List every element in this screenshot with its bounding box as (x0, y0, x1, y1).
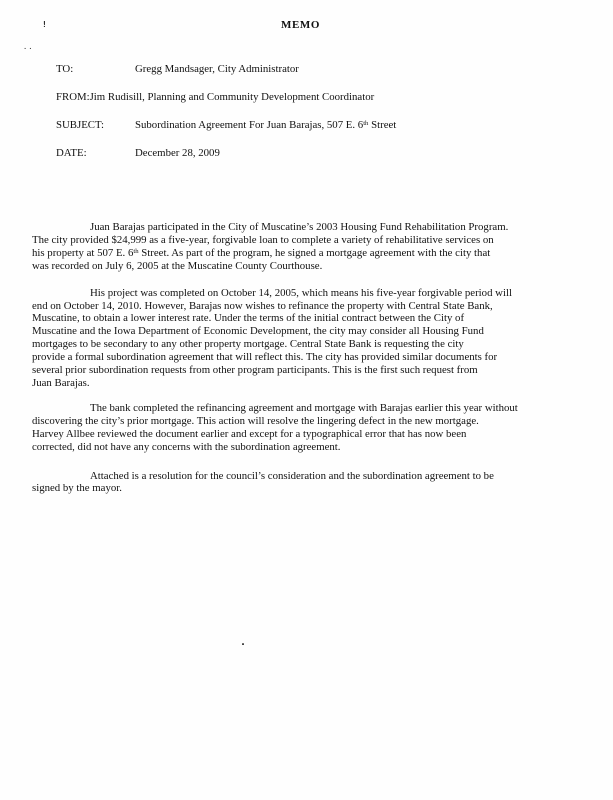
scan-artifact: .. (23, 43, 34, 51)
text-line: mortgages to be secondary to any other property mortgage. Central State Bank is requesting the city (32, 338, 464, 351)
text-line: Muscatine and the Iowa Department of Economic Development, the city may consider all Housing Fund (32, 325, 484, 338)
superscript-text: th (363, 120, 369, 128)
text-line: Attached is a resolution for the council’s consideration and the subordination agreement to be (90, 469, 494, 482)
text-line: was recorded on July 6, 2005 at the Muscatine County Courthouse. (32, 259, 323, 272)
memo-field-to-value: Gregg Mandsager, City Administrator (135, 63, 299, 75)
text-line: provide a formal subordination agreement that will reflect this. The city has provided similar documents for (32, 351, 498, 364)
text-line: His project was completed on October 14, 2005, which means his five-year forgivable period will (90, 286, 512, 299)
text-line: corrected, did not have any concerns with the subordination agreement. (32, 440, 341, 453)
text-line: Harvey Allbee reviewed the document earlier and except for a typographical error that has now been (32, 427, 467, 440)
memo-field-to-label: TO: (56, 63, 74, 75)
memo-field-subject-value: Subordination Agreement For Juan Barajas, 507 E. 6th Street (135, 119, 397, 131)
memo-field-date-value: December 28, 2009 (135, 147, 220, 159)
memo-field-from-label: FROM: (56, 91, 90, 103)
memo-field-to (56, 63, 396, 76)
memo-body (32, 221, 547, 495)
memo-field-from (56, 91, 396, 104)
memo-paragraph (32, 470, 547, 496)
text-line: Juan Barajas participated in the City of Muscatine’s 2003 Housing Fund Rehabilitation Program. (90, 221, 509, 233)
scan-artifact: . (240, 637, 247, 648)
memo-field-date (56, 147, 396, 160)
text-line: end on October 14, 2010. However, Barajas now wishes to refinance the property with Central State Bank, (32, 299, 493, 312)
memo-field-date-label: DATE: (56, 147, 87, 159)
text-line: signed by the mayor. (32, 482, 122, 495)
memo-field-subject (56, 119, 396, 132)
scan-artifact: ! (42, 20, 47, 29)
memo-paragraph (32, 402, 547, 454)
text-line: Muscatine, to obtain a lower interest rate. Under the terms of the initial contract between the City of (32, 312, 465, 325)
memo-paragraph (32, 287, 547, 390)
memo-header (56, 63, 396, 175)
text-line: his property at 507 E. 6th Street. As part of the program, he signed a mortgage agreement with the city that (32, 246, 491, 259)
superscript-text: th (133, 248, 139, 256)
text-line: several prior subordination requests from other program participants. This is the first such request from (32, 364, 478, 377)
text-line: Juan Barajas. (32, 376, 90, 389)
text-line: discovering the city’s prior mortgage. This action will resolve the lingering defect in the new mortgage. (32, 414, 479, 427)
memo-field-from-value: Jim Rudisill, Planning and Community Development Coordinator (89, 91, 375, 103)
memo-paragraph (32, 221, 547, 273)
memo-title: MEMO (280, 19, 321, 31)
text-line: The bank completed the refinancing agreement and mortgage with Barajas earlier this year without (90, 401, 518, 414)
memo-field-subject-label: SUBJECT: (56, 119, 105, 131)
text-line: The city provided $24,999 as a five-year, forgivable loan to complete a variety of rehabilitative services on (32, 233, 494, 246)
